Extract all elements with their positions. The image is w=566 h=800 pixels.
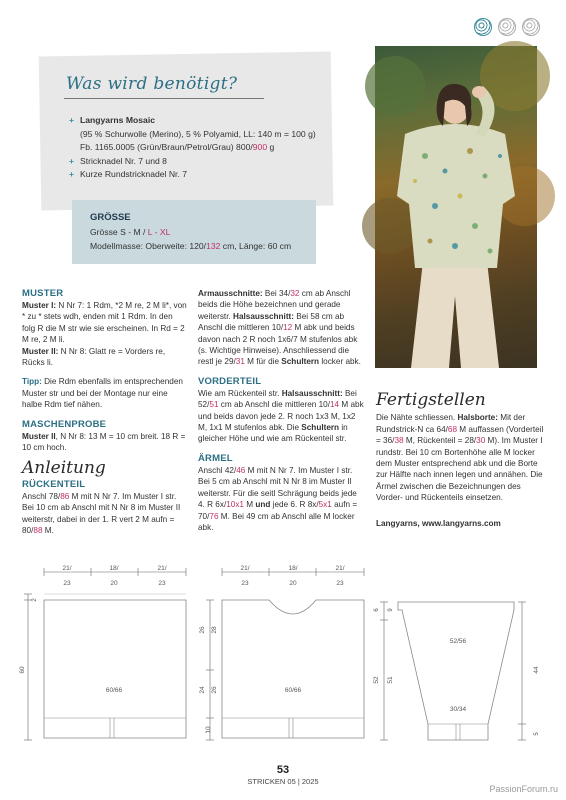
dim-label: 18/ bbox=[288, 565, 298, 572]
credit: Langyarns, www.langyarns.com bbox=[376, 518, 501, 528]
issue-label: STRICKEN 05 | 2025 bbox=[247, 777, 319, 786]
yarn-ball-icon bbox=[498, 18, 516, 36]
column-3 bbox=[376, 390, 544, 529]
dim-label: 10 bbox=[205, 726, 212, 734]
dim-label: 21/ bbox=[62, 565, 72, 572]
paragraph: Muster II: N Nr 8: Glatt re = Vorders re, Rücks li. bbox=[22, 346, 166, 368]
page-number: 53 bbox=[276, 764, 290, 776]
dim-label: 52 bbox=[373, 676, 380, 684]
dim-label: 52/56 bbox=[449, 638, 467, 645]
column-1 bbox=[22, 288, 188, 537]
section-heading: MUSTER bbox=[22, 288, 64, 299]
section-heading: MASCHENPROBE bbox=[22, 418, 107, 430]
yarn-ball-icon bbox=[474, 18, 492, 36]
dim-label: 51 bbox=[387, 676, 394, 684]
front-piece-diagram bbox=[200, 560, 380, 750]
dim-label: 18/ bbox=[109, 565, 119, 572]
paragraph: Armausschnitte: Bei 34/32 cm ab Anschl beids die Höhe bezeichnen und gerade weiterstr. Halsausschnitt: Bei 58 cm ab Anschl die mittleren 10/12 M abk und beids davon nach 2 R noch 1x6/7 M stufenlos abk (s. Wichtige Hinweise). Anschliessend die restl je 29/31 M für die Schultern locker abk. bbox=[198, 289, 361, 367]
section-heading: VORDERTEIL bbox=[198, 375, 262, 387]
dim-label: 21/ bbox=[157, 565, 167, 572]
list-item: + Kurze Rundstricknadel Nr. 7 bbox=[70, 168, 316, 182]
model-photo bbox=[375, 46, 537, 368]
paragraph: Anschl 78/86 M mit N Nr 7. Im Muster I str. Bei 10 cm ab Anschl mit N Nr 8 im Muster II weiterstr, dabei in der 1. R vert 2 M aufn = 80/88 M. bbox=[22, 491, 181, 536]
dim-label: 20 bbox=[110, 580, 118, 587]
dim-label: 60 bbox=[19, 666, 26, 674]
list-item: Fb. 1165.0005 (Grün/Braun/Petrol/Grau) 800/900 g bbox=[80, 142, 275, 152]
dim-label: 30/34 bbox=[449, 706, 467, 713]
list-item: + Langyarns Mosaic bbox=[70, 114, 316, 128]
paragraph: Muster II, N Nr 8: 13 M = 10 cm breit. 18 R = 10 cm hoch. bbox=[22, 431, 186, 453]
paragraph: Muster I: N Nr 7: 1 Rdm, *2 M re, 2 M li*, von * zu * stets wdh, enden mit 1 Rdm. In den folg R die M str wie sie erscheinen. In Rd = 2 M re, 2 M li. bbox=[22, 301, 187, 345]
yarn-icons bbox=[474, 18, 540, 36]
size-line: Modellmasse: Oberweite: 120/132 cm, Länge: 60 cm bbox=[90, 241, 292, 251]
dim-label: 20 bbox=[289, 580, 297, 587]
paragraph: Anschl 42/46 M mit N Nr 7. Im Muster I str. Bei 5 cm ab Anschl mit N Nr 8 im Muster II weiterstr. Für die seitl Schrägung beids jede 4. R 6x/10x1 M und jede 6. R 8x/5x1 aufn = 70/76 M. Bei 49 cm ab Anschl alle M locker abk. bbox=[198, 465, 358, 532]
dim-label: 26 bbox=[211, 686, 218, 694]
tip-paragraph: Tipp: Die Rdm ebenfalls im entsprechenden Muster str und bei der Montage nur eine halbe Rdm tief nähen. bbox=[22, 377, 183, 410]
back-piece-diagram bbox=[14, 560, 194, 750]
dim-label: 2 bbox=[32, 598, 38, 602]
materials-title: Was wird benötigt? bbox=[66, 74, 238, 94]
paragraph: Wie am Rückenteil str. Halsausschnitt: Bei 52/51 cm ab Anschl die mittleren 10/14 M abk und beids davon jede 2. R noch 1x3 M, 1x2 M, 1x1 M stufenlos abk. Die Schultern in gleicher Höhe und wie am Rückenteil str. bbox=[198, 388, 364, 444]
column-2 bbox=[198, 288, 365, 533]
dim-label: 21/ bbox=[335, 565, 345, 572]
finishing-title: Fertigstellen bbox=[376, 390, 486, 410]
sleeve-diagram bbox=[368, 590, 558, 750]
size-title: GRÖSSE bbox=[90, 212, 131, 223]
dim-label: 23 bbox=[158, 580, 166, 587]
dim-label: 5 bbox=[534, 732, 540, 736]
dim-label: 60/66 bbox=[105, 687, 123, 694]
size-line: Grösse S - M / L - XL bbox=[90, 227, 171, 237]
dim-label: 23 bbox=[336, 580, 344, 587]
paragraph: Die Nähte schliessen. Halsborte: Mit der Rundstrick-N ca 64/68 M auffassen (Vorderteil = 36/38 M, Rückenteil = 28/30 M). Im Muster I rundstr. Bei 10 cm Bortenhöhe alle M locker dem Muster entsprechend abk und die Borte zur Hälfte nach innen legen und annähen. Die Ärmel zwischen die Bezeichnungen des Vorder- und Rückenteils einsetzen. bbox=[376, 413, 544, 503]
materials-list bbox=[70, 114, 316, 182]
dim-label: 24 bbox=[199, 686, 206, 694]
dim-label: 26 bbox=[199, 626, 206, 634]
dim-label: 23 bbox=[63, 580, 71, 587]
dim-label: 28 bbox=[211, 626, 218, 634]
photo-illustration bbox=[375, 46, 537, 368]
list-item: (95 % Schurwolle (Merino), 5 % Polyamid, LL: 140 m = 100 g) bbox=[80, 128, 316, 139]
dim-label: 21/ bbox=[240, 565, 250, 572]
section-heading: ÄRMEL bbox=[198, 452, 233, 464]
watermark: PassionForum.ru bbox=[489, 784, 558, 794]
instructions-title: Anleitung bbox=[22, 458, 106, 479]
divider bbox=[64, 98, 264, 99]
section-heading: RÜCKENTEIL bbox=[22, 478, 86, 490]
dim-label: 60/66 bbox=[284, 687, 302, 694]
dim-label: 6 bbox=[374, 608, 380, 612]
dim-label: 44 bbox=[533, 666, 540, 674]
yarn-ball-icon bbox=[522, 18, 540, 36]
dim-label: 23 bbox=[241, 580, 249, 587]
list-item: + Stricknadel Nr. 7 und 8 bbox=[70, 155, 316, 169]
dim-label: 9 bbox=[388, 608, 394, 612]
